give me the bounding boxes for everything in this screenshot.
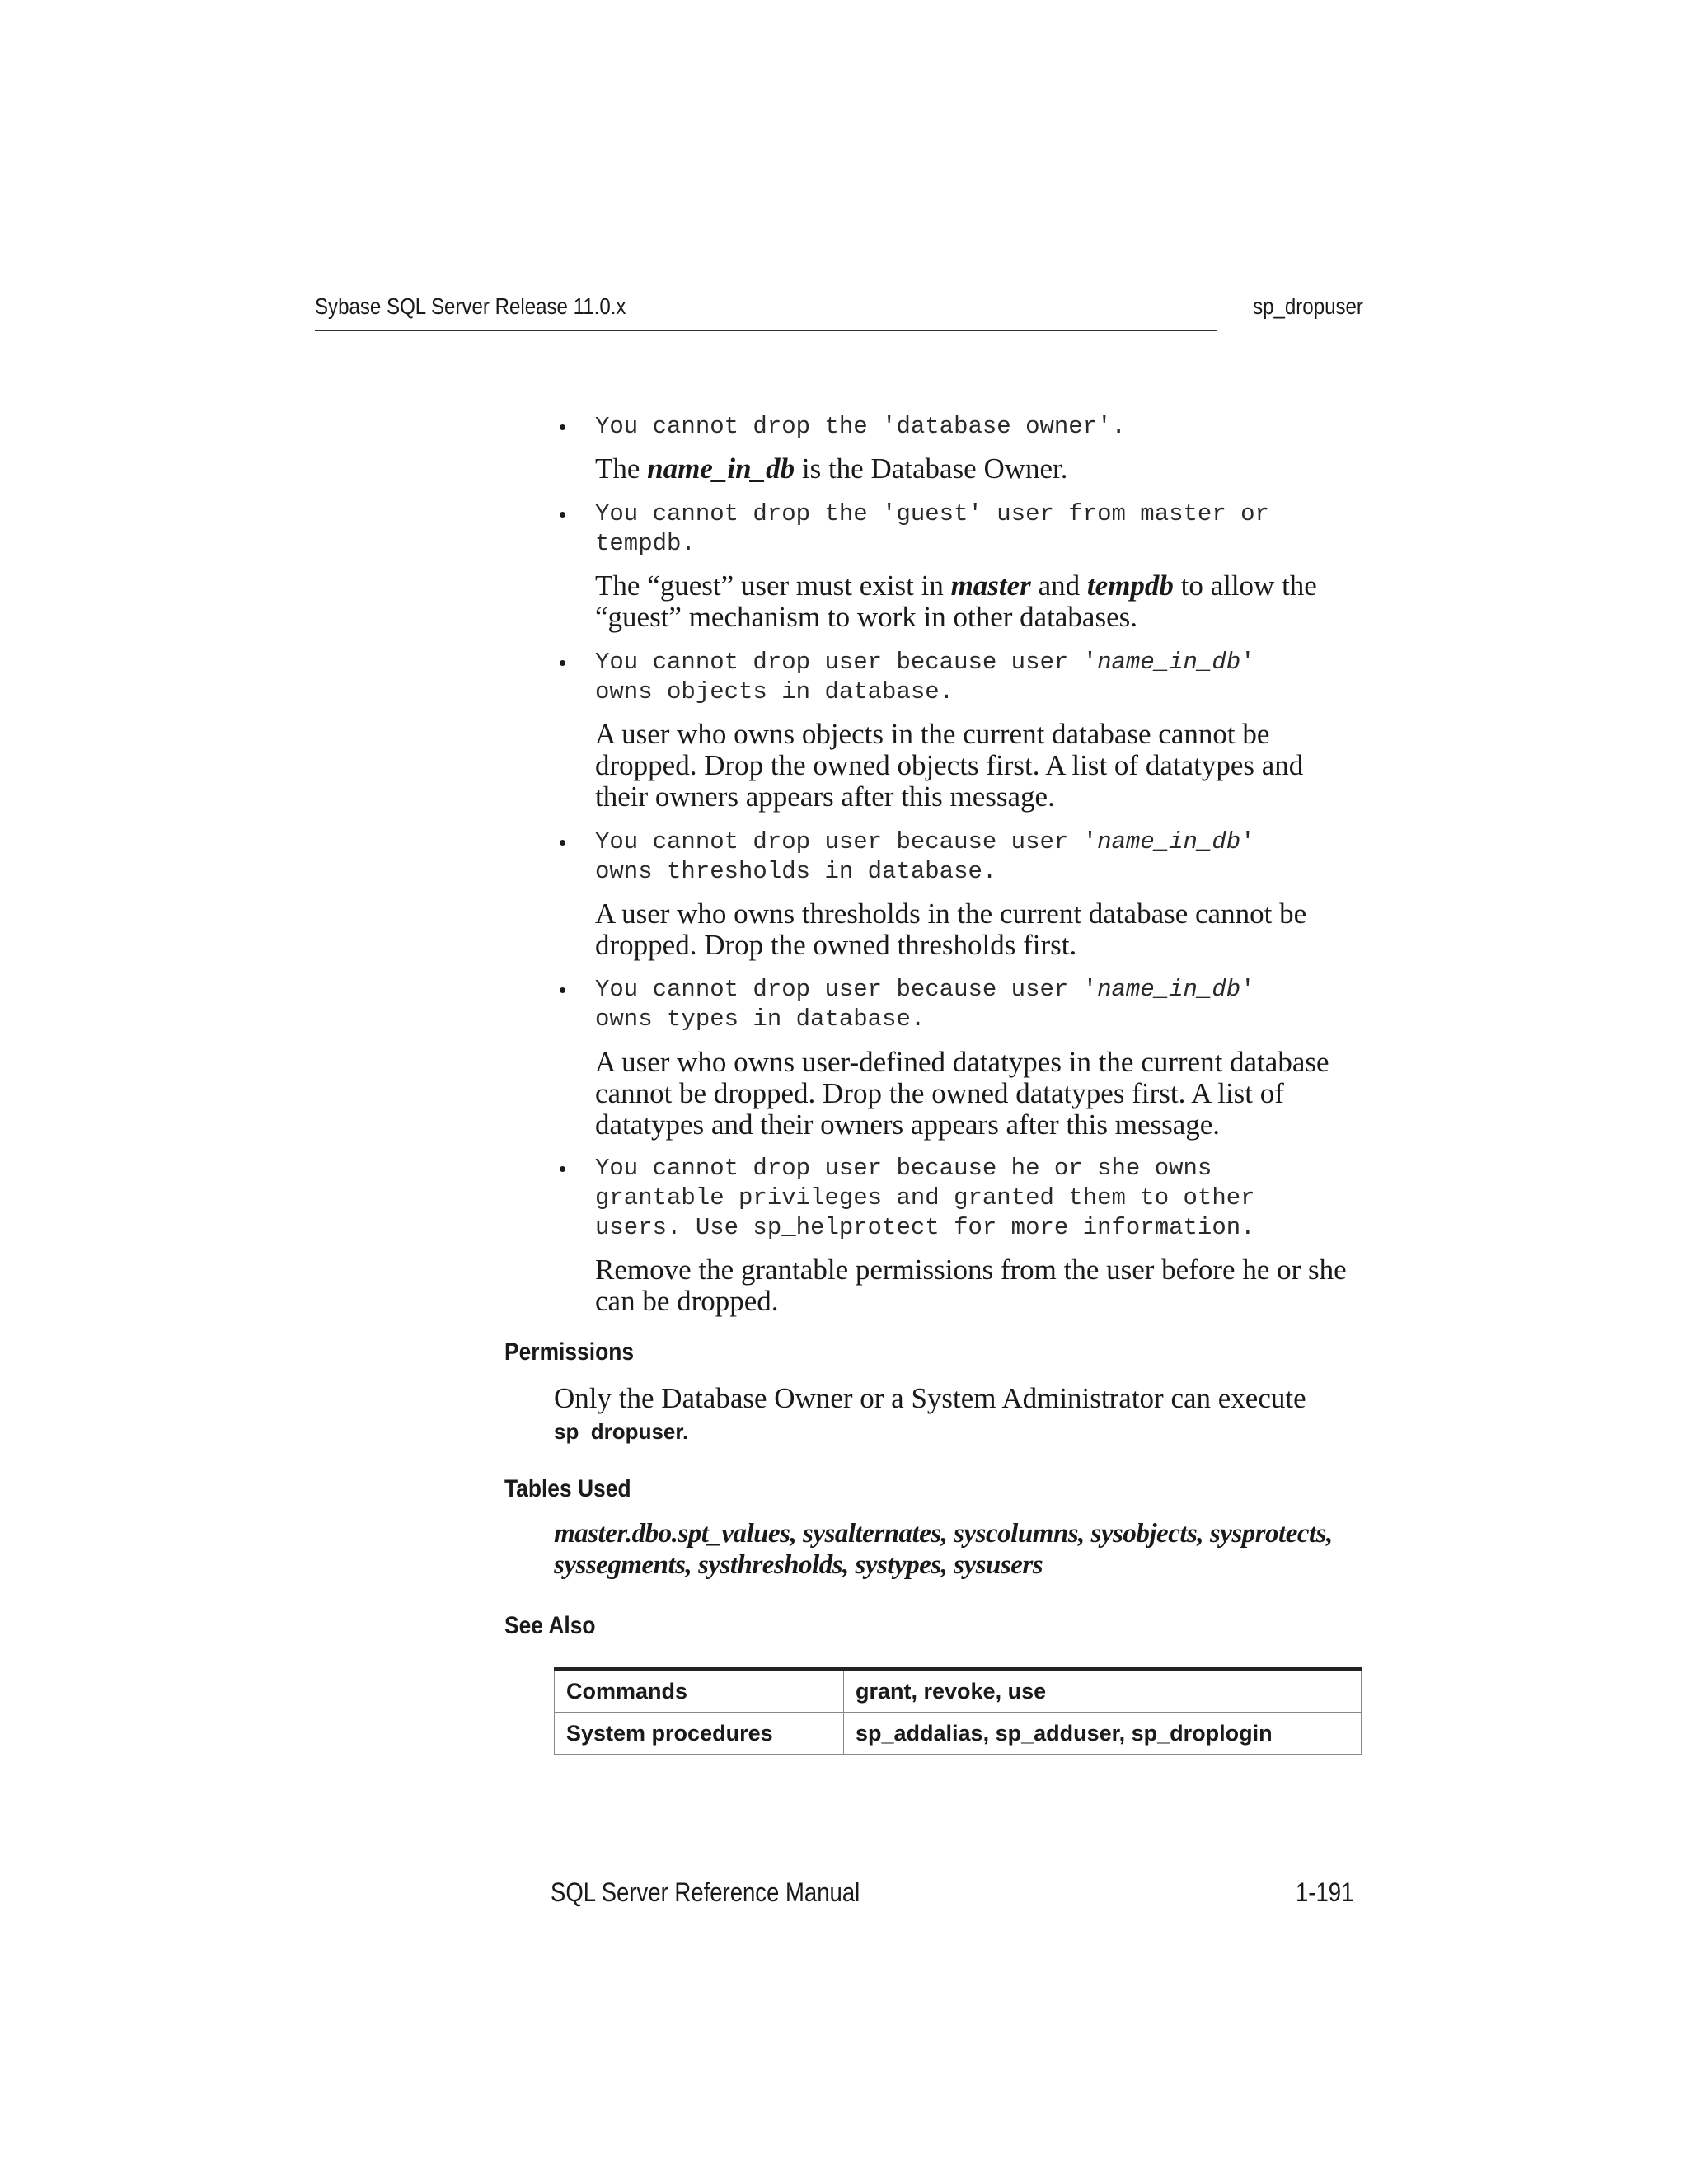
footer-manual-title: SQL Server Reference Manual <box>551 1877 860 1907</box>
table-cell-category: Commands <box>555 1669 844 1713</box>
table-cell-items: grant, revoke, use <box>844 1669 1362 1713</box>
header-product-title: Sybase SQL Server Release 11.0.x <box>315 293 626 319</box>
header-procedure-name: sp_dropuser <box>1253 293 1363 319</box>
table-cell-category: System procedures <box>555 1713 844 1755</box>
error-message-code: You cannot drop the 'guest' user from master or tempdb. <box>595 500 1269 557</box>
procedure-name: sp_dropuser. <box>554 1419 689 1444</box>
tables-used-list: master.dbo.spt_values, sysalternates, syscolumns, sysobjects, sysprotects, syssegments, systhresholds, systypes, sysusers <box>554 1519 1333 1580</box>
error-explanation: Remove the grantable permissions from the user before he or she can be dropped. <box>595 1254 1347 1317</box>
error-message-code: You cannot drop user because he or she owns grantable privileges and granted them to other users. Use sp_helprotect for more information. <box>595 1155 1255 1241</box>
error-message-code: You cannot drop user because user 'name_in_db' owns thresholds in database. <box>595 828 1255 885</box>
permissions-text: Only the Database Owner or a System Administrator can execute sp_dropuser. <box>554 1382 1306 1444</box>
error-message-code: You cannot drop user because user 'name_in_db' owns objects in database. <box>595 649 1255 705</box>
section-heading-see-also: See Also <box>504 1612 596 1639</box>
section-heading-tables-used: Tables Used <box>504 1475 631 1502</box>
footer-page-number: 1-191 <box>1296 1877 1354 1907</box>
error-message-code: You cannot drop the 'database owner'. <box>595 413 1126 440</box>
bullet-marker: • <box>559 977 567 1002</box>
table-cell-items: sp_addalias, sp_adduser, sp_droplogin <box>844 1713 1362 1755</box>
error-explanation: A user who owns thresholds in the current database cannot be dropped. Drop the owned thresholds first. <box>595 898 1307 961</box>
table-row <box>555 1669 1362 1713</box>
error-message-code: You cannot drop user because user 'name_in_db' owns types in database. <box>595 976 1255 1033</box>
error-explanation: The name_in_db is the Database Owner. <box>595 452 1068 485</box>
bullet-marker: • <box>559 415 567 439</box>
bullet-marker: • <box>559 502 567 527</box>
bullet-marker: • <box>559 830 567 855</box>
error-explanation: A user who owns objects in the current database cannot be dropped. Drop the owned objects first. A list of datatypes and their owners appears after this message. <box>595 718 1304 813</box>
parameter-name: name_in_db <box>647 452 795 485</box>
error-explanation: The “guest” user must exist in master and tempdb to allow the “guest” mechanism to work in other databases. <box>595 569 1317 633</box>
section-heading-permissions: Permissions <box>504 1338 635 1366</box>
running-header <box>315 287 1363 331</box>
table-row <box>555 1713 1362 1755</box>
see-also-table <box>554 1667 1362 1755</box>
bullet-marker: • <box>559 650 567 675</box>
error-explanation: A user who owns user-defined datatypes in the current database cannot be dropped. Drop the owned datatypes first. A list of datatypes and their owners appears after this message. <box>595 1046 1329 1141</box>
bullet-marker: • <box>559 1156 567 1181</box>
